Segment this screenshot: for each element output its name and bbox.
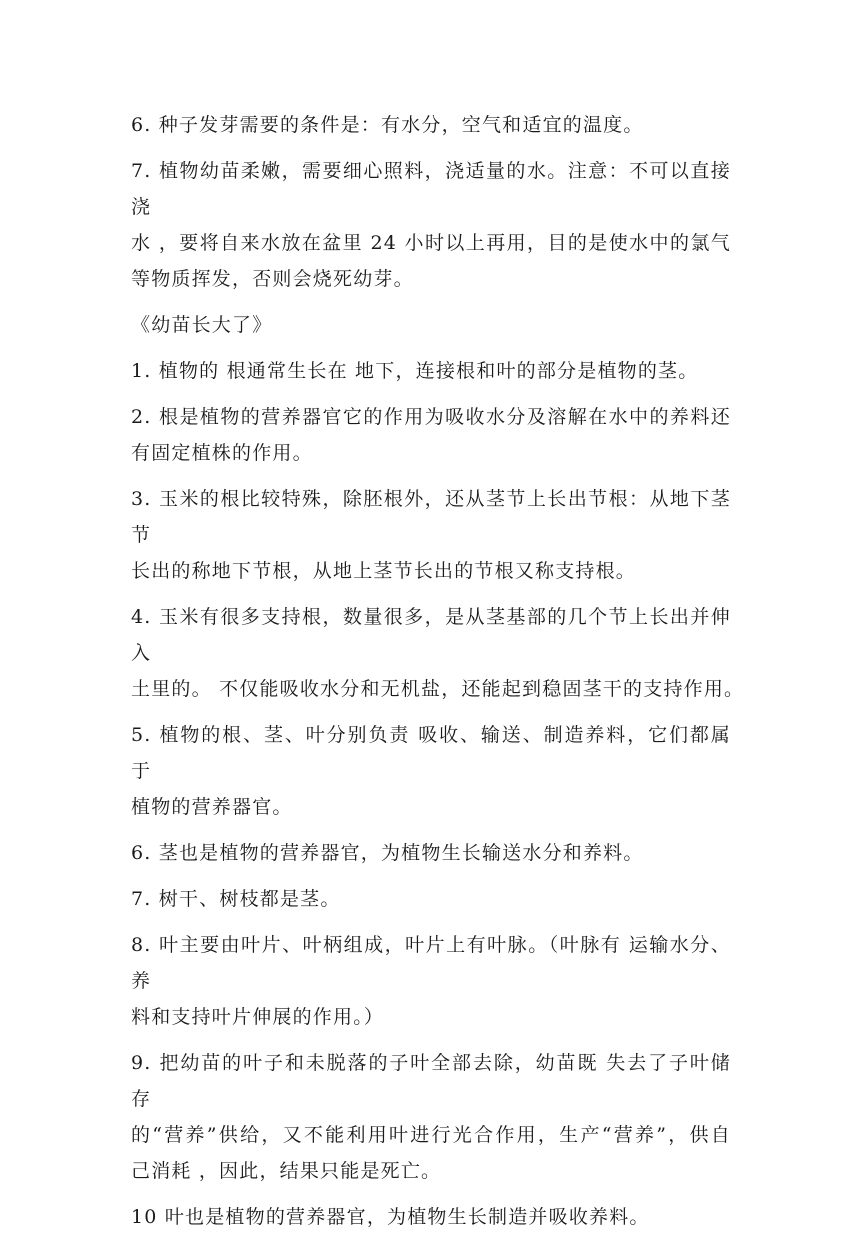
text-line: 等物质挥发，否则会烧死幼芽。 [131,268,414,290]
text-line: 10 叶也是植物的营养器官，为植物生长制造并吸收养料。 [131,1206,650,1228]
text-line: 6. 茎也是植物的营养器官，为植物生长输送水分和养料。 [131,842,644,864]
text-line: 1. 植物的 根通常生长在 地下，连接根和叶的部分是植物的茎。 [131,360,699,382]
text-line: 4. 玉米有很多支持根，数量很多，是从茎基部的几个节上长出并伸入 [131,606,731,664]
item-5 [131,717,731,825]
item-1 [131,353,731,389]
text-line: 植物的营养器官。 [131,796,293,818]
item-9 [131,1045,731,1189]
text-line: 己消耗 ，因此，结果只能是死亡。 [131,1160,442,1182]
text-line: 5. 植物的根、茎、叶分别负责 吸收、输送、制造养料，它们都属于 [131,724,731,782]
text-line: 水 ，要将自来水放在盆里 24 小时以上再用，目的是使水中的氯气 [131,232,731,254]
text-line: 9. 把幼苗的叶子和未脱落的子叶全部去除，幼苗既 失去了子叶储存 [131,1052,731,1110]
text-line: 7. 树干、树枝都是茎。 [131,888,341,910]
text-line: 的“营养”供给，又不能利用叶进行光合作用，生产“营养”，供自 [131,1124,731,1146]
section-heading [131,307,731,343]
text-line: 3. 玉米的根比较特殊，除胚根外，还从茎节上长出节根：从地下茎节 [131,488,731,546]
text-line: 有固定植株的作用。 [131,442,313,464]
item-4 [131,599,745,707]
text-line: 土里的。 不仅能吸收水分和无机盐，还能起到稳固茎干的支持作用。 [131,678,745,700]
item-3 [131,481,731,589]
text-line: 7. 植物幼苗柔嫩，需要细心照料，浇适量的水。注意：不可以直接浇 [131,160,731,218]
item-6 [131,835,731,871]
item-2 [131,399,731,471]
text-line: 8. 叶主要由叶片、叶柄组成，叶片上有叶脉。（叶脉有 运输水分、养 [131,934,731,992]
section-title: 《幼苗长大了》 [131,314,273,336]
text-line: 6. 种子发芽需要的条件是：有水分，空气和适宜的温度。 [131,114,644,136]
item-seed-germination [131,107,731,143]
item-10 [131,1199,731,1235]
item-seedling-care [131,153,731,297]
text-line: 料和支持叶片伸展的作用。） [131,1006,385,1028]
document-page [131,107,745,1245]
text-line: 2. 根是植物的营养器官它的作用为吸收水分及溶解在水中的养料还 [131,406,731,428]
item-8 [131,927,731,1035]
text-line: 长出的称地下节根，从地上茎节长出的节根又称支持根。 [131,560,637,582]
item-7 [131,881,731,917]
